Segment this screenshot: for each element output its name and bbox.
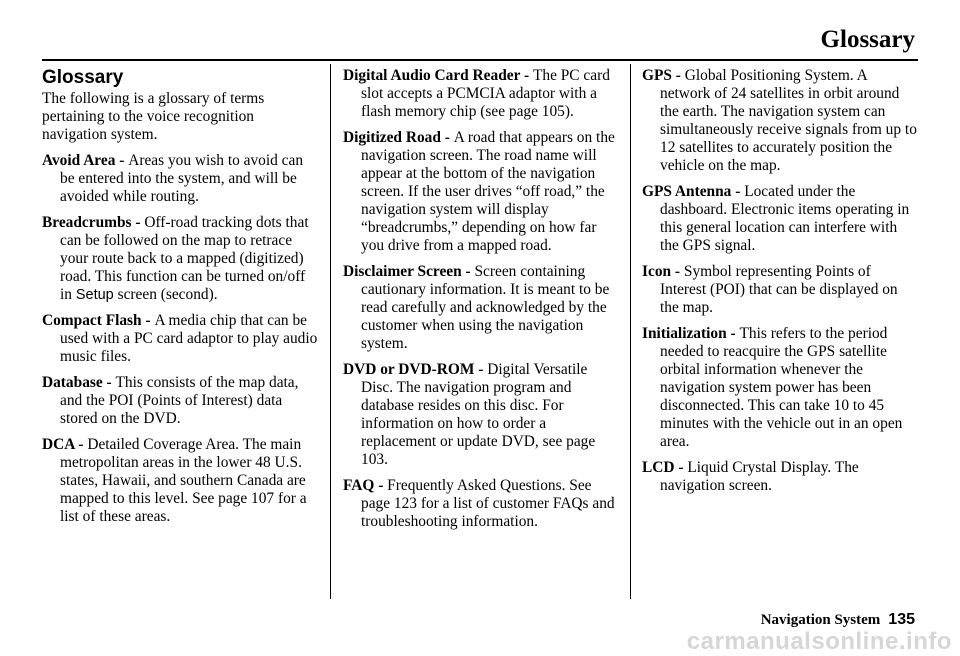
glossary-definition: Areas you wish to avoid can be entered into the system, and will be avoided while routing. bbox=[60, 152, 304, 205]
glossary-term: Breadcrumbs - bbox=[42, 214, 145, 231]
glossary-entry-gps bbox=[642, 67, 918, 175]
glossary-term: Initialization - bbox=[642, 325, 740, 342]
section-heading: Glossary bbox=[42, 67, 124, 88]
glossary-definition: Off-road tracking dots that can be followed on the map to retrace your route back to a mapped (digitized) road. This function can be turned on/off in bbox=[60, 214, 309, 303]
glossary-term: Disclaimer Screen - bbox=[343, 263, 475, 280]
watermark: carmanualsonline.info bbox=[686, 628, 952, 655]
page-footer bbox=[761, 611, 915, 629]
glossary-entry-lcd bbox=[642, 459, 918, 495]
page-number: 135 bbox=[888, 611, 915, 628]
glossary-entry-digitized-road bbox=[343, 129, 619, 255]
glossary-term: FAQ - bbox=[343, 477, 388, 494]
column-2 bbox=[343, 67, 619, 539]
column-1 bbox=[42, 67, 320, 534]
glossary-definition: This refers to the period needed to reacquire the GPS satellite orbital information whenever the navigation system power has been disconnected. This can take 10 to 45 minutes with the vehicle out in an open area. bbox=[660, 325, 903, 450]
glossary-term: Digitized Road - bbox=[343, 129, 454, 146]
glossary-term: Digital Audio Card Reader - bbox=[343, 67, 533, 84]
glossary-entry-disclaimer-screen bbox=[343, 263, 619, 353]
footer-label: Navigation System bbox=[760, 612, 881, 628]
glossary-definition: A media chip that can be used with a PC card adaptor to play audio music files. bbox=[60, 312, 318, 365]
glossary-entry-breadcrumbs bbox=[42, 214, 320, 304]
glossary-definition: This consists of the map data, and the POI (Points of Interest) data stored on the DVD. bbox=[60, 374, 299, 427]
glossary-entry-icon bbox=[642, 263, 918, 317]
glossary-definition: Screen containing cautionary information. It is meant to be read carefully and acknowledged by the customer when using the navigation system. bbox=[361, 263, 610, 352]
glossary-entry-compact-flash bbox=[42, 312, 320, 366]
glossary-term: Database - bbox=[42, 374, 116, 391]
glossary-definition-end: screen (second). bbox=[113, 286, 218, 303]
glossary-definition: A road that appears on the navigation screen. The road name will appear at the bottom of the navigation screen. If the user drives “off road,” the navigation system will display “breadcrumbs,” depending on how far you drive from a mapped road. bbox=[361, 129, 615, 254]
glossary-definition: Digital Versatile Disc. The navigation program and database resides on this disc. For information on how to order a replacement or update DVD, see page 103. bbox=[361, 361, 596, 468]
glossary-entry-dvd bbox=[343, 361, 619, 469]
glossary-definition: Frequently Asked Questions. See page 123 for a list of customer FAQs and troubleshooting information. bbox=[361, 477, 615, 530]
glossary-term: Compact Flash - bbox=[42, 312, 155, 329]
glossary-entry-digital-audio-card-reader bbox=[343, 67, 619, 121]
glossary-term: GPS - bbox=[642, 67, 685, 84]
glossary-entry-avoid-area bbox=[42, 152, 320, 206]
glossary-term: LCD - bbox=[642, 459, 688, 476]
glossary-definition: Located under the dashboard. Electronic items operating in this general location can interfere with the GPS signal. bbox=[660, 183, 910, 254]
glossary-entry-dca bbox=[42, 436, 320, 526]
column-divider-1 bbox=[330, 64, 331, 599]
glossary-definition: The PC card slot accepts a PCMCIA adaptor with a flash memory chip (see page 105). bbox=[361, 67, 610, 120]
glossary-term: Avoid Area - bbox=[42, 152, 129, 169]
glossary-term: DVD or DVD-ROM - bbox=[343, 361, 488, 378]
section-intro: The following is a glossary of terms pertaining to the voice recognition navigation system. bbox=[42, 90, 265, 143]
column-3 bbox=[642, 67, 918, 503]
glossary-definition: Symbol representing Points of Interest (POI) that can be displayed on the map. bbox=[660, 263, 898, 316]
column-divider-2 bbox=[630, 64, 631, 599]
page-header-title: Glossary bbox=[820, 26, 915, 53]
glossary-entry-faq bbox=[343, 477, 619, 531]
setup-screen-name: Setup bbox=[75, 287, 114, 303]
glossary-term: Icon - bbox=[642, 263, 684, 280]
glossary-entry-gps-antenna bbox=[642, 183, 918, 255]
glossary-definition: Global Positioning System. A network of 24 satellites in orbit around the earth. The navigation system can simultaneously receive signals from up to 12 satellites to accurately position the vehicle on the map. bbox=[660, 67, 917, 174]
glossary-definition: Detailed Coverage Area. The main metropolitan areas in the lower 48 U.S. states, Hawaii, and southern Canada are mapped to this level. See page 107 for a list of these areas. bbox=[60, 436, 307, 525]
glossary-entry-database bbox=[42, 374, 320, 428]
glossary-definition: Liquid Crystal Display. The navigation screen. bbox=[660, 459, 859, 494]
glossary-term: DCA - bbox=[42, 436, 88, 453]
glossary-entry-initialization bbox=[642, 325, 918, 451]
glossary-term: GPS Antenna - bbox=[642, 183, 745, 200]
header-rule bbox=[42, 59, 918, 61]
